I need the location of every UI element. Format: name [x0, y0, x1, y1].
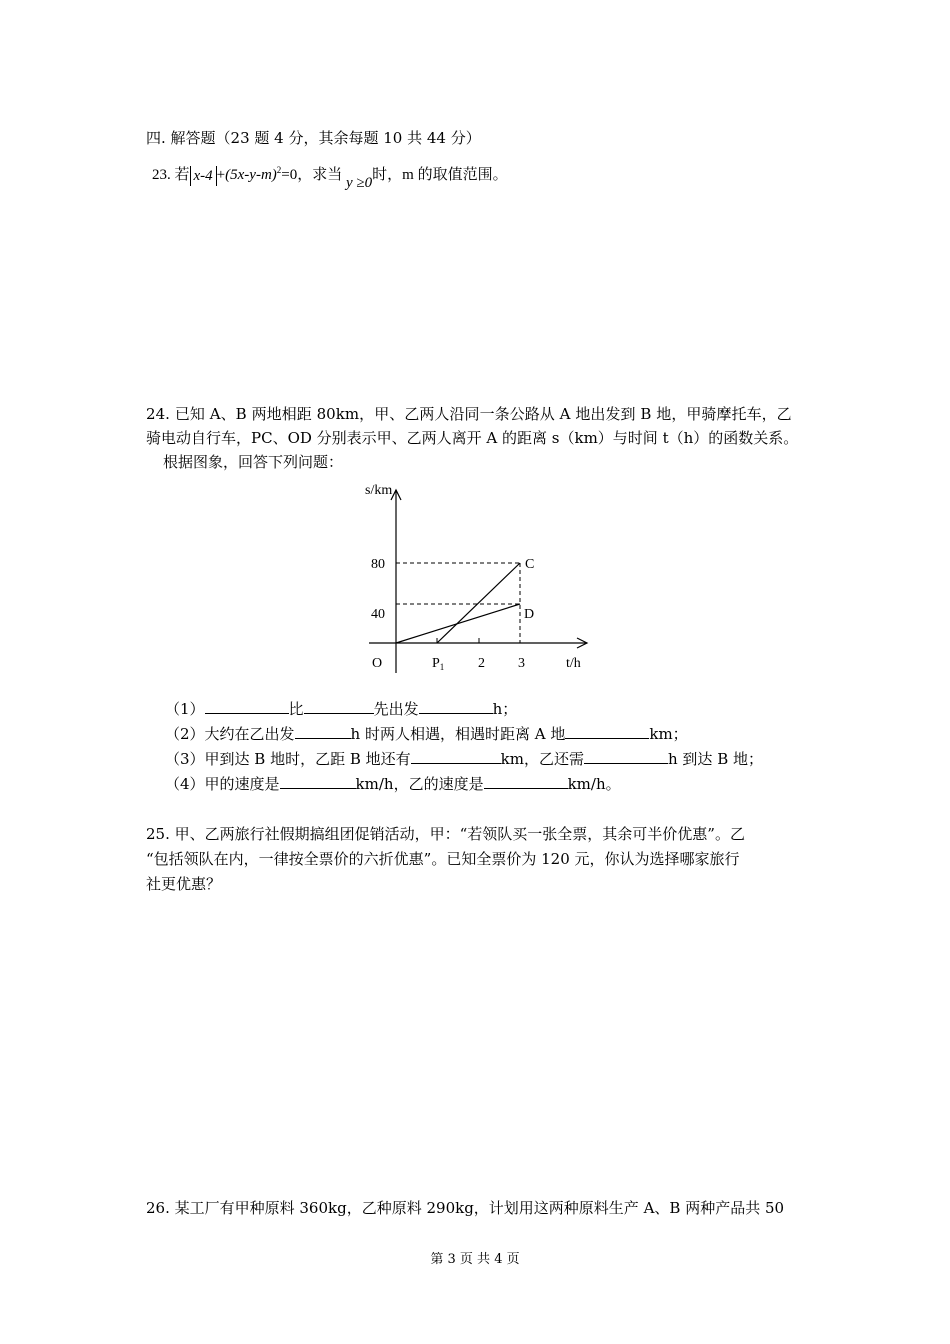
q24-sub1-part-d: h； — [492, 700, 518, 718]
y-tick-40: 40 — [371, 607, 385, 622]
origin-label: O — [372, 656, 383, 671]
q23-condition: y ≥0 — [346, 175, 373, 191]
q24-sub-4 — [165, 774, 621, 794]
answer-blank[interactable] — [484, 774, 568, 789]
q24-sub-3 — [165, 749, 763, 769]
x-tick-p1: $P_1$ — [432, 656, 445, 672]
answer-blank[interactable] — [584, 749, 668, 764]
line-od — [396, 604, 520, 643]
q24-sub4-part-b: km/h，乙的速度是 — [355, 775, 484, 793]
q24-sub-2 — [165, 724, 688, 744]
q24-line-1: 24. 已知 A、B 两地相距 80km，甲、乙两人沿同一条公路从 A 地出发到 B 地，甲骑摩托车，乙 — [146, 405, 792, 423]
q23-plus: + — [216, 167, 226, 183]
x-axis-label: t/h — [566, 656, 581, 671]
q24-sub1-part-a: （1） — [165, 700, 205, 718]
line-pc — [437, 563, 520, 643]
point-d-label: D — [524, 607, 535, 622]
answer-blank[interactable] — [295, 724, 351, 739]
q23-abs-expression: x-4 — [190, 166, 217, 186]
page-footer: 第 3 页 共 4 页 — [430, 1252, 520, 1267]
q24-line-3: 根据图象，回答下列问题： — [163, 453, 344, 471]
x-tick-3: 3 — [518, 656, 525, 671]
question-23 — [152, 160, 508, 191]
q26-line-1: 26. 某工厂有甲种原料 360kg，乙种原料 290kg，计划用这两种原料生产 A、B 两种产品共 50 — [146, 1199, 785, 1217]
x-tick-2: 2 — [478, 656, 485, 671]
q24-sub1-part-b: 比 — [288, 700, 304, 718]
y-axis-label: s/km — [365, 483, 393, 498]
q25-line-2: “包括领队在内，一律按全票价的六折优惠”。已知全票价为 120 元，你认为选择哪家旅行 — [146, 850, 740, 868]
q23-exponent: 2 — [276, 165, 282, 175]
q24-sub3-part-b: km，乙还需 — [500, 750, 584, 768]
q24-sub2-part-a: （2）大约在乙出发 — [165, 725, 295, 743]
q23-equals: =0 — [281, 167, 298, 183]
answer-blank[interactable] — [205, 699, 289, 714]
q24-sub3-part-c: h 到达 B 地； — [668, 750, 763, 768]
point-c-label: C — [525, 557, 535, 572]
answer-blank[interactable] — [565, 724, 649, 739]
q23-paren-expression: (5x-y-m) — [225, 167, 277, 183]
q25-line-1: 25. 甲、乙两旅行社假期搞组团促销活动，甲：“若领队买一张全票，其余可半价优惠”。乙 — [146, 825, 745, 843]
y-tick-80: 80 — [371, 557, 385, 572]
q24-line-2: 骑电动自行车，PC、OD 分别表示甲、乙两人离开 A 的距离 s（km）与时间 t（h）的函数关系。 — [146, 429, 799, 447]
q23-prefix: 23. 若 — [152, 167, 190, 183]
q24-sub4-part-a: （4）甲的速度是 — [165, 775, 280, 793]
q24-sub1-part-c: 先出发 — [373, 700, 419, 718]
answer-blank[interactable] — [304, 699, 374, 714]
q23-mid: ，求当 — [297, 167, 343, 183]
q24-sub4-part-c: km/h。 — [567, 775, 621, 793]
q24-sub-1 — [165, 699, 517, 719]
section-title: 四. 解答题（23 题 4 分，其余每题 10 共 44 分） — [146, 129, 481, 147]
answer-blank[interactable] — [419, 699, 493, 714]
q24-sub2-part-c: km； — [649, 725, 688, 743]
answer-blank[interactable] — [411, 749, 501, 764]
answer-blank[interactable] — [280, 774, 356, 789]
q24-sub3-part-a: （3）甲到达 B 地时，乙距 B 地还有 — [165, 750, 411, 768]
distance-time-graph — [355, 478, 605, 678]
q24-sub2-part-b: h 时两人相遇，相遇时距离 A 地 — [350, 725, 566, 743]
q25-line-3: 社更优惠？ — [146, 875, 222, 893]
q23-suffix: 时，m 的取值范围。 — [372, 167, 508, 183]
